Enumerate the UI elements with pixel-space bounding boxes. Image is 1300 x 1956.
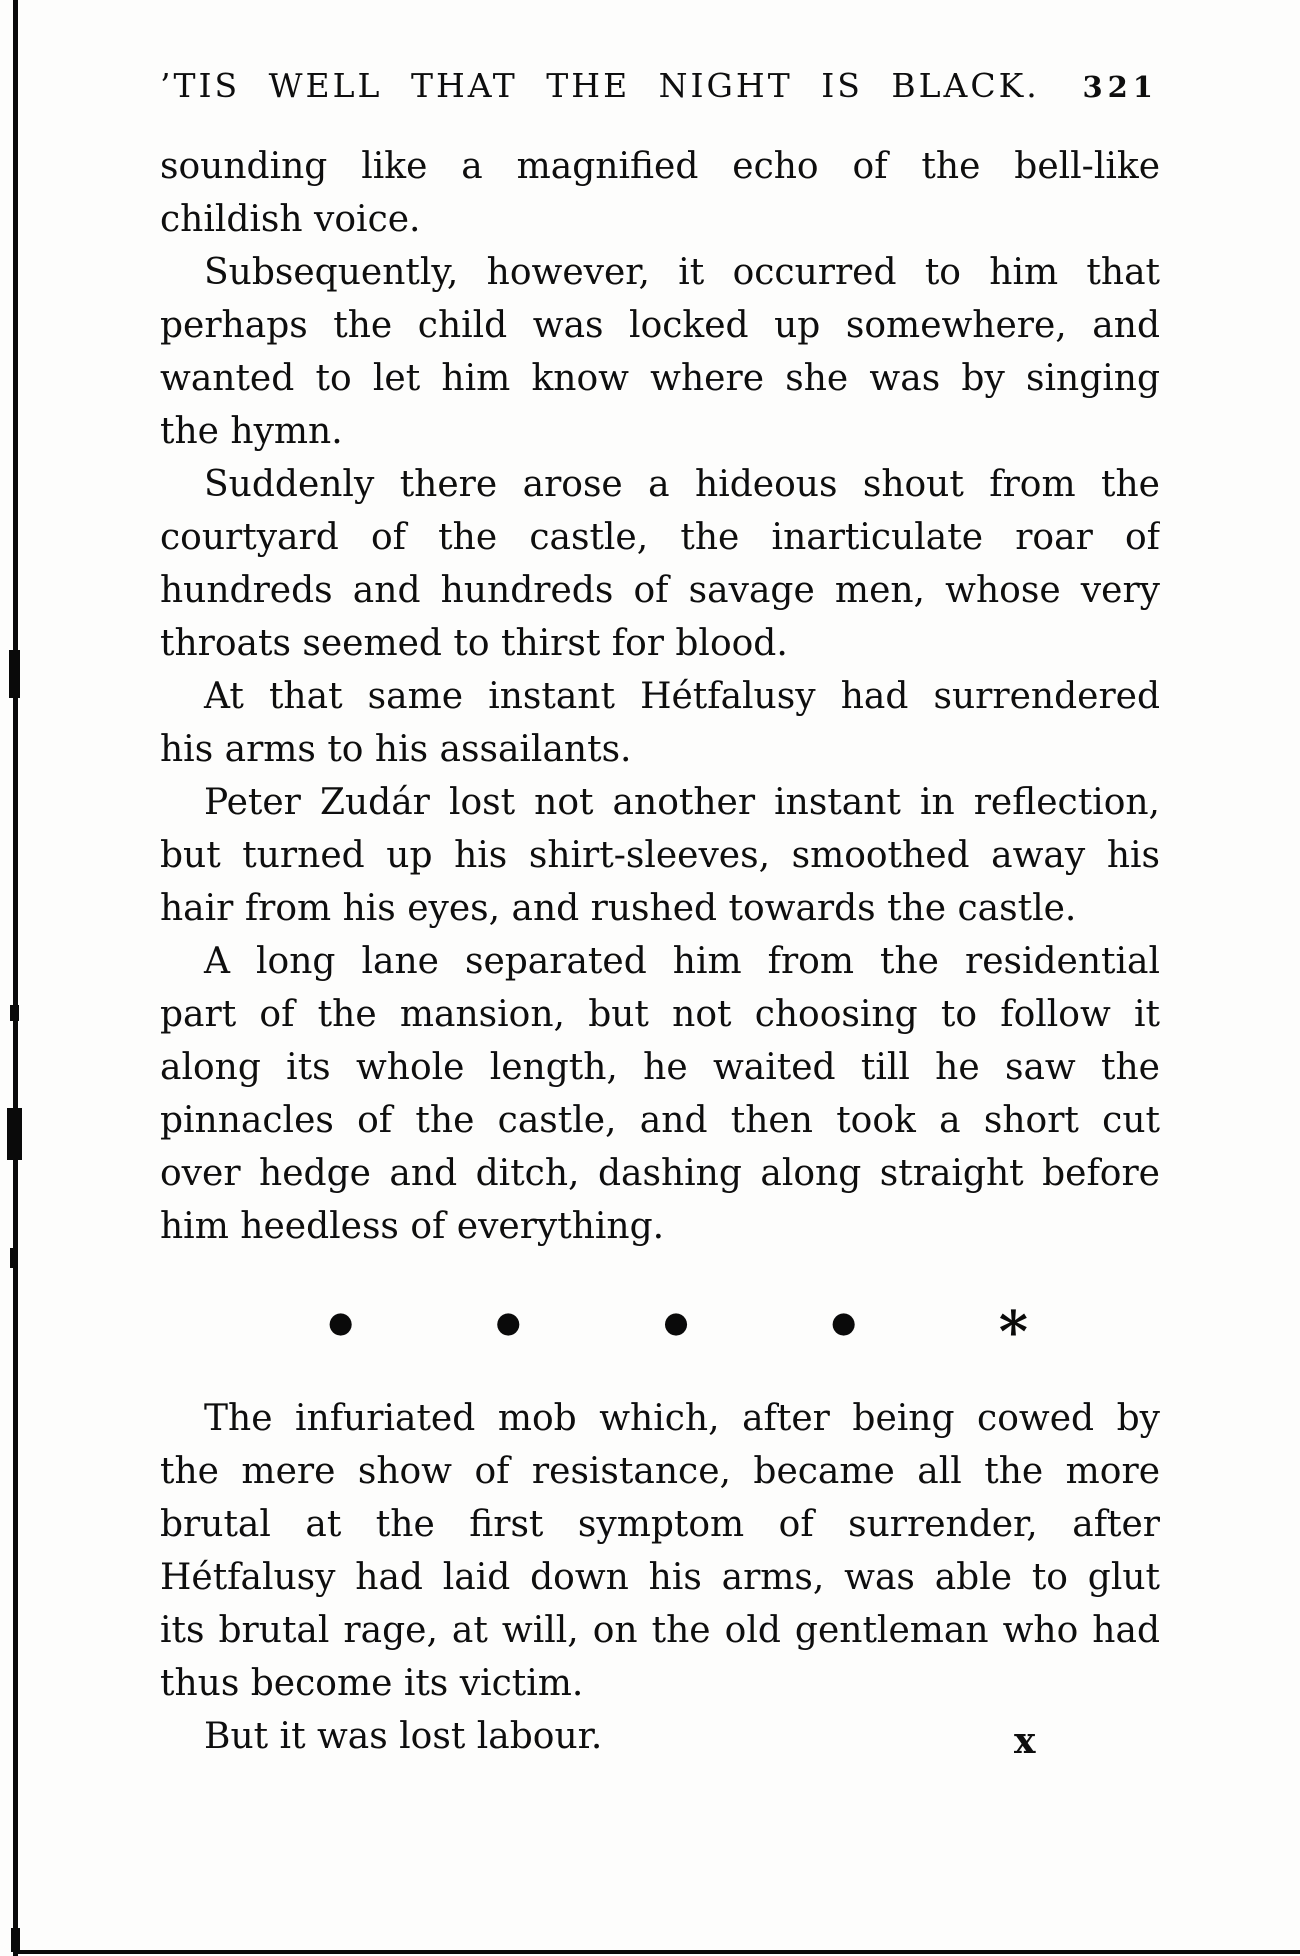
paragraph xyxy=(160,458,1160,670)
text-line: childish voice. xyxy=(160,199,421,240)
paragraph xyxy=(160,776,1160,935)
running-header xyxy=(160,66,1158,105)
text-line: his arms to his assailants. xyxy=(160,729,632,770)
text-line: courtyard of the castle, the inarticulate roar of xyxy=(160,517,1160,558)
text-line: throats seemed to thirst for blood. xyxy=(160,623,788,664)
paragraph xyxy=(160,670,1160,776)
paragraph xyxy=(160,935,1160,1253)
paragraph xyxy=(160,1392,1160,1710)
page-gutter-line xyxy=(13,0,18,1956)
paragraph xyxy=(160,246,1160,458)
text-line: Peter Zudár lost not another instant in reflection, xyxy=(204,782,1160,823)
text-line: hair from his eyes, and rushed towards the castle. xyxy=(160,888,1077,929)
asterisk-mark: * xyxy=(998,1298,1028,1365)
signature-mark: x xyxy=(1014,1720,1036,1762)
text-line: sounding like a magnified echo of the bell-like xyxy=(160,146,1160,187)
text-line: the hymn. xyxy=(160,411,343,452)
text-line: along its whole length, he waited till he saw the xyxy=(160,1047,1160,1088)
text-line: wanted to let him know where she was by singing xyxy=(160,358,1160,399)
scan-artifact xyxy=(9,650,20,698)
page-number: 321 xyxy=(1082,70,1158,104)
chapter-title: ’TIS WELL THAT THE NIGHT IS BLACK. xyxy=(160,66,1040,105)
text-line: But it was lost labour. xyxy=(204,1716,603,1757)
text-line: Subsequently, however, it occurred to him that xyxy=(204,252,1160,293)
dot-mark: ● xyxy=(663,1304,689,1339)
page-bottom-edge-line xyxy=(18,1950,1300,1954)
scan-artifact xyxy=(10,1248,18,1268)
text-line: The infuriated mob which, after being cowed by xyxy=(204,1398,1160,1439)
text-line: Suddenly there arose a hideous shout from the xyxy=(204,464,1160,505)
scan-artifact xyxy=(7,1108,22,1160)
text-line: A long lane separated him from the residential xyxy=(204,941,1160,982)
text-line: brutal at the first symptom of surrender, after xyxy=(160,1504,1160,1545)
text-line: part of the mansion, but not choosing to follow it xyxy=(160,994,1160,1035)
page-body xyxy=(160,140,1160,1763)
dot-mark: ● xyxy=(831,1304,857,1339)
text-line: At that same instant Hétfalusy had surrendered xyxy=(204,676,1160,717)
text-line: thus become its victim. xyxy=(160,1663,584,1704)
text-line: hundreds and hundreds of savage men, whose very xyxy=(160,570,1160,611)
dot-mark: ● xyxy=(495,1304,521,1339)
section-separator xyxy=(328,1295,1028,1365)
text-line: the mere show of resistance, became all the more xyxy=(160,1451,1160,1492)
scan-artifact xyxy=(11,1928,20,1952)
text-line: pinnacles of the castle, and then took a short cut xyxy=(160,1100,1160,1141)
text-line: its brutal rage, at will, on the old gentleman who had xyxy=(160,1610,1160,1651)
dot-mark: ● xyxy=(328,1304,354,1339)
text-line: Hétfalusy had laid down his arms, was able to glut xyxy=(160,1557,1160,1598)
text-line: perhaps the child was locked up somewhere, and xyxy=(160,305,1160,346)
text-line: over hedge and ditch, dashing along straight before xyxy=(160,1153,1160,1194)
scan-artifact xyxy=(10,1005,19,1021)
paragraph xyxy=(160,1710,1160,1763)
paragraph xyxy=(160,140,1160,246)
text-line: him heedless of everything. xyxy=(160,1206,665,1247)
text-line: but turned up his shirt-sleeves, smoothed away his xyxy=(160,835,1160,876)
